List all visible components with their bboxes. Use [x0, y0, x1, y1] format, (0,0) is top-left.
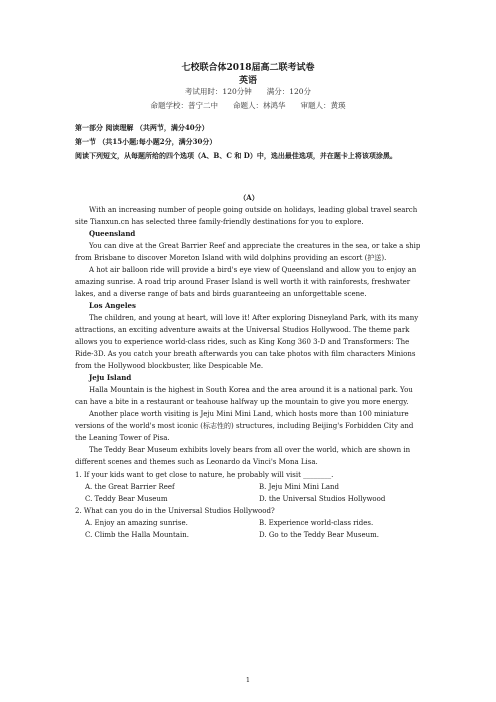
option-b: B. Experience world-class rides.: [259, 519, 374, 527]
passage-a: [75, 192, 423, 541]
heading-los-angeles: Los Angeles: [89, 301, 136, 310]
paragraph: Another place worth visiting is Jeju Mini Mini Land, which hosts more than 100 miniature versions of the world's most iconic (标志性的) structures, including Beijing's Forbidden City and the Leaning Tower of Pisa.: [75, 410, 414, 442]
exam-staff: 命题学校：普宁二中 命题人：林鸿华 审题人：黄瑛: [150, 101, 346, 110]
question-2: [75, 505, 423, 541]
page-number: 1: [245, 676, 251, 684]
paragraph: You can dive at the Great Barrier Reef and appreciate the creatures in the sea, or take a ship from Brisbane to discover Moreton Island with wild dolphins providing an escort (护送).: [75, 242, 421, 262]
paragraph: The children, and young at heart, will love it! After exploring Disneyland Park, with its many attractions, an exciting adventure awaits at the Universal Studios Hollywood. The theme park allows you to experience world-class rides, such as King Kong 360 3-D and Transformers: The Ride-3D. As you catch your breath afterwards you can take photos with film characters Minions from the Hollywood blockbuster, like Despicable Me.: [75, 314, 419, 370]
exam-title: 七校联合体2018届高二联考试卷: [181, 63, 315, 73]
subject-title: 英语: [238, 76, 257, 86]
heading-jeju-island: Jeju Island: [89, 373, 132, 382]
passage-label: （A）: [239, 193, 259, 202]
option-d: D. the Universal Studios Hollywood: [259, 495, 386, 503]
option-d: D. Go to the Teddy Bear Museum.: [259, 531, 380, 539]
instruction-text: 阅读下列短文，从每题所给的四个选项（A、B、C 和 D）中，选出最佳选项，并在题卡上将该项涂黑。: [75, 151, 397, 160]
question-stem: 2. What can you do in the Universal Studios Hollywood?: [75, 507, 275, 515]
subsection-heading: 第一节 （共15小题;每小题2分，满分30分）: [75, 137, 217, 146]
option-a: A. the Great Barrier Reef: [85, 483, 175, 491]
heading-queensland: Queensland: [89, 229, 136, 238]
option-c: C. Teddy Bear Museum: [85, 495, 168, 503]
part-heading: 第一部分 阅读理解 （共两节，满分40分）: [75, 123, 209, 132]
question-stem: 1. If your kids want to get close to nature, he probably will visit ________.: [75, 471, 334, 479]
paragraph: Halla Mountain is the highest in South Korea and the area around it is a national park. You can have a bite in a restaurant or teahouse halfway up the mountain to give you more energy.: [75, 386, 413, 406]
question-1: [75, 469, 423, 505]
paragraph: A hot air balloon ride will provide a bird's eye view of Queensland and allow you to enjoy an amazing sunrise. A road trip around Fraser Island is well worth it with rainforests, freshwater lakes, and a diverse range of bats and birds guaranteeing an unforgettable scene.: [75, 266, 417, 298]
passage-intro: With an increasing number of people going outside on holidays, leading global travel search site Tianxun.cn has selected three family-friendly destinations for you to explore.: [75, 206, 418, 226]
section-block: [75, 122, 423, 162]
option-b: B. Jeju Mini Mini Land: [259, 483, 340, 491]
paragraph: The Teddy Bear Museum exhibits lovely bears from all over the world, which are shown in different scenes and themes such as Leonardo da Vinci's Mona Lisa.: [75, 446, 411, 466]
option-c: C. Climb the Halla Mountain.: [85, 531, 189, 539]
exam-info: 考试用时：120分钟 满分：120分: [184, 87, 312, 96]
option-a: A. Enjoy an amazing sunrise.: [85, 519, 188, 527]
